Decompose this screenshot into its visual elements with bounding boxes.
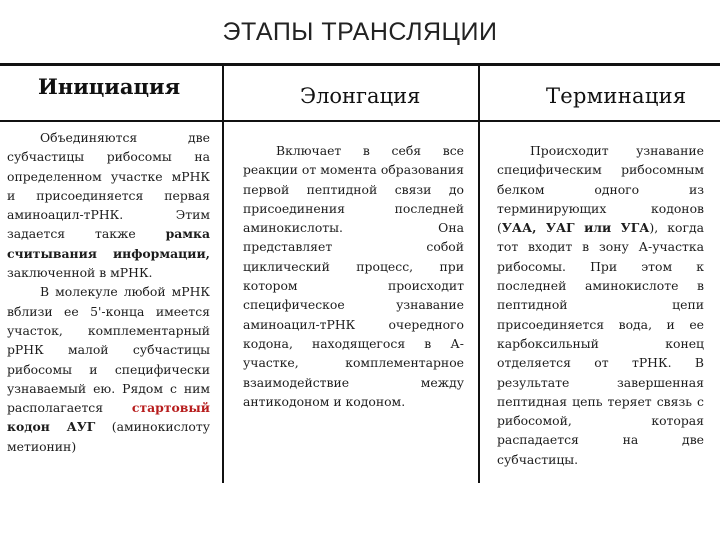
page-title: ЭТАПЫ ТРАНСЛЯЦИИ <box>222 18 498 46</box>
emphasis-text: УАА, УАГ или УГА <box>501 220 650 236</box>
body-text: (аминокислоту метионин) <box>7 419 210 454</box>
body-text: заключенной в мРНК. <box>7 265 153 281</box>
paragraph <box>497 141 704 469</box>
emphasis-text: рамка считывания информации, <box>7 226 210 261</box>
paragraph <box>7 282 210 456</box>
column-divider-2 <box>478 63 480 483</box>
body-text: Включает в себя все реакции от момента образования первой пептидной связи до присоединения последней аминокислоты. Она представляет собой циклический процесс, при котором происходит специфическое узнавание аминоацил-тРНК очередного кодона, находящегося в А-участке, комплементарное взаимодействие между антикодоном и кодоном. <box>243 143 464 409</box>
paragraph <box>7 128 210 282</box>
emphasis-text: стартовый <box>131 400 210 416</box>
initiation-text <box>7 128 210 456</box>
body-text: ), когда тот входит в зону А-участка рибосомы. При этом к последней аминокислоте в пептидной цепи присоединяется вода, и ее карбоксильный конец отделяется от тРНК. В результате завершенная пептидная цепь теряет связь с рибосомой, которая распадается на две субчастицы. <box>497 220 704 467</box>
heading-elongation: Элонгация <box>300 84 421 108</box>
header-divider <box>0 120 720 122</box>
heading-initiation: Инициация <box>38 74 181 99</box>
paragraph <box>243 141 464 411</box>
top-rule <box>0 63 720 66</box>
heading-termination: Терминация <box>546 84 687 108</box>
column-divider-1 <box>222 63 224 483</box>
body-text: Происходит узнавание специфическим рибосомным белком одного из терминирующих кодонов ( <box>497 143 704 236</box>
termination-text <box>497 141 704 469</box>
emphasis-text: кодон АУГ <box>7 419 96 435</box>
body-text: В молекуле любой мРНК вблизи ее 5'-конца имеется участок, комплементарный рРНК малой субчастицы рибосомы и специфически узнаваемый ею. Рядом с ним располагается <box>7 284 210 416</box>
elongation-text <box>243 141 464 411</box>
body-text: Объединяются две субчастицы рибосомы на определенном участке мРНК и присоединяется первая аминоацил-тРНК. Этим задается также <box>7 130 210 242</box>
